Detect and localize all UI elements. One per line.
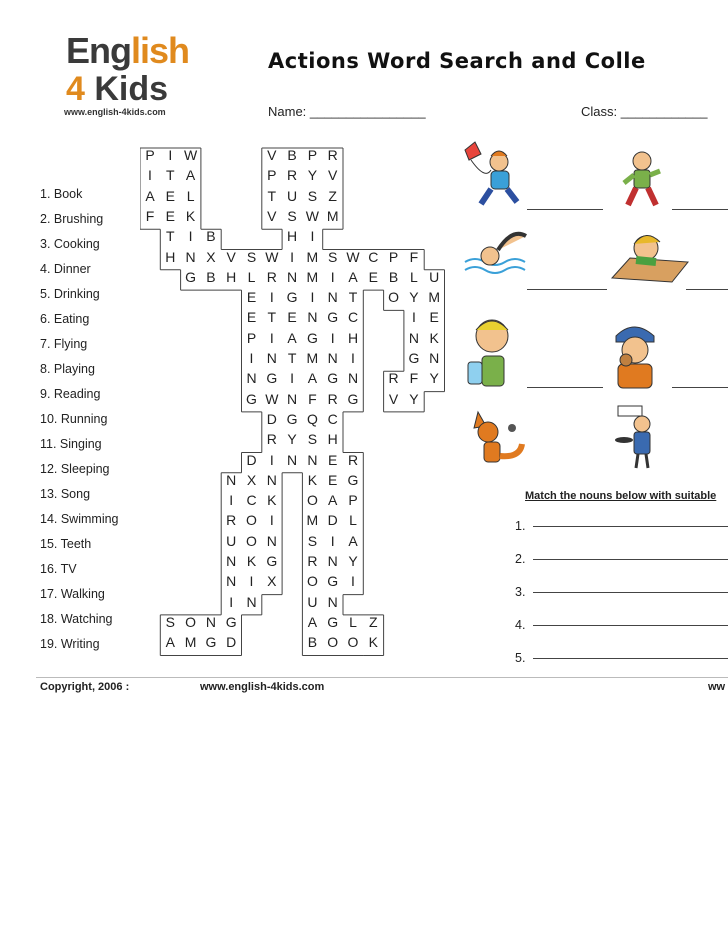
grid-letter: F: [409, 248, 419, 265]
logo-url: www.english-4kids.com: [64, 107, 166, 117]
word-list-item: 8. Playing: [40, 362, 95, 376]
grid-letter: V: [267, 207, 277, 224]
grid-letter: I: [290, 248, 295, 265]
grid-letter: E: [328, 471, 338, 488]
grid-letter: G: [246, 390, 257, 407]
match-answer-line[interactable]: [533, 526, 728, 527]
grid-letter: B: [206, 228, 216, 245]
grid-letter: N: [408, 329, 419, 346]
grid-letter: G: [205, 634, 217, 651]
grid-letter: S: [307, 532, 318, 549]
grid-letter: Y: [409, 289, 419, 306]
grid-letter: T: [348, 289, 358, 306]
grid-letter: X: [246, 471, 257, 488]
word-list-item: 2. Brushing: [40, 212, 104, 226]
grid-letter: I: [290, 370, 295, 387]
grid-letter: E: [165, 187, 175, 204]
grid-letter: V: [388, 390, 399, 407]
grid-letter: O: [246, 512, 257, 529]
grid-letter: C: [246, 492, 257, 509]
grid-letter: X: [206, 248, 216, 265]
grid-letter: O: [185, 613, 197, 630]
grid-letter: W: [346, 248, 360, 265]
grid-letter: R: [388, 370, 399, 387]
grid-letter: F: [308, 390, 317, 407]
grid-letter: I: [168, 147, 173, 163]
grid-letter: G: [408, 350, 420, 366]
grid-letter: X: [267, 573, 277, 590]
grid-letter: G: [286, 410, 298, 427]
match-answer-line[interactable]: [533, 559, 728, 560]
grid-letter: A: [287, 329, 297, 346]
grid-letter: E: [287, 309, 297, 326]
grid-letter: M: [306, 248, 319, 265]
word-list-item: 3. Cooking: [40, 237, 100, 251]
word-list-item: 19. Writing: [40, 637, 100, 651]
grid-letter: R: [327, 147, 338, 163]
grid-letter: B: [206, 268, 216, 285]
grid-letter: S: [307, 431, 318, 448]
answer-blank-5[interactable]: [527, 386, 603, 388]
singing-fox-picture: [468, 406, 528, 475]
grid-letter: H: [287, 228, 298, 245]
grid-letter: A: [307, 370, 318, 387]
grid-letter: N: [327, 553, 338, 569]
writing-girl-picture: [610, 228, 690, 289]
grid-letter: N: [185, 248, 196, 265]
word-list-item: 4. Dinner: [40, 262, 91, 276]
eating-boy-picture: [600, 318, 670, 397]
grid-letter: K: [307, 471, 318, 488]
match-answer-row[interactable]: [515, 651, 728, 665]
grid-letter: E: [246, 309, 257, 326]
grid-letter: N: [266, 532, 277, 549]
grid-letter: A: [165, 634, 175, 651]
grid-letter: D: [226, 634, 237, 651]
grid-letter: S: [287, 207, 297, 224]
grid-letter: I: [249, 350, 254, 366]
grid-letter: Y: [409, 390, 419, 407]
match-title: Match the nouns below with suitable: [525, 490, 717, 502]
grid-letter: I: [229, 492, 234, 509]
grid-letter: N: [226, 553, 237, 569]
grid-letter: G: [327, 613, 339, 630]
grid-letter: Y: [429, 370, 439, 387]
grid-letter: V: [328, 167, 338, 184]
grid-letter: I: [411, 309, 416, 326]
answer-blank-3[interactable]: [527, 288, 607, 290]
grid-letter: W: [265, 390, 279, 407]
grid-letter: A: [185, 167, 196, 184]
grid-letter: L: [247, 268, 256, 285]
grid-letter: E: [368, 268, 378, 285]
grid-letter: D: [246, 451, 257, 468]
grid-letter: T: [166, 228, 175, 245]
grid-letter: I: [269, 289, 274, 306]
grid-letter: E: [328, 451, 338, 468]
grid-letter: D: [266, 410, 277, 427]
grid-letter: C: [368, 248, 379, 265]
logo-kids-text: Kids: [94, 70, 169, 108]
grid-letter: N: [266, 471, 277, 488]
grid-letter: Y: [307, 167, 318, 184]
grid-letter: A: [348, 268, 358, 285]
word-list-item: 16. TV: [40, 562, 77, 576]
grid-letter: V: [267, 147, 277, 163]
grid-letter: U: [429, 268, 440, 285]
walking-man-picture: [612, 147, 672, 214]
grid-letter: C: [347, 309, 359, 326]
grid-letter: N: [307, 309, 318, 326]
footer-right-url: ww: [708, 681, 726, 693]
grid-letter: I: [148, 167, 152, 184]
grid-letter: I: [269, 512, 274, 529]
logo-eng-text: Eng: [66, 30, 131, 71]
grid-letter: Z: [369, 613, 378, 630]
match-number: 3.: [515, 585, 526, 599]
logo-lish-text: lish: [131, 30, 190, 71]
grid-letter: P: [246, 329, 257, 346]
grid-letter: I: [330, 268, 335, 285]
grid-letter: E: [429, 309, 439, 326]
grid-letter: R: [347, 451, 359, 468]
grid-letter: W: [265, 248, 279, 265]
grid-letter: A: [145, 187, 155, 204]
grid-letter: R: [307, 553, 318, 569]
grid-letter: N: [205, 613, 216, 630]
word-list-item: 11. Singing: [40, 437, 102, 451]
grid-letter: P: [307, 147, 318, 163]
grid-letter: N: [287, 268, 298, 285]
grid-letter: O: [246, 532, 257, 549]
word-list-item: 14. Swimming: [40, 512, 119, 526]
match-answer-row[interactable]: [515, 618, 728, 632]
grid-letter: I: [229, 593, 234, 610]
word-list-item: 1. Book: [40, 187, 83, 201]
grid-letter: I: [188, 228, 193, 245]
grid-letter: T: [267, 309, 277, 326]
page-title: Actions Word Search and Colle: [268, 49, 646, 73]
cooking-man-picture: [612, 404, 662, 475]
grid-letter: L: [186, 187, 195, 204]
grid-letter: K: [246, 553, 257, 569]
grid-letter: F: [409, 370, 419, 387]
match-answer-row[interactable]: [515, 552, 728, 566]
word-list-item: 18. Watching: [40, 612, 113, 626]
word-list-item: 13. Song: [40, 487, 91, 501]
grid-letter: N: [327, 593, 338, 610]
grid-letter: G: [327, 573, 339, 590]
grid-letter: N: [307, 451, 318, 468]
grid-letter: G: [266, 370, 278, 387]
grid-letter: S: [328, 248, 338, 265]
grid-letter: L: [349, 613, 357, 630]
grid-letter: F: [145, 207, 155, 224]
grid-letter: G: [327, 370, 339, 387]
grid-letter: R: [327, 390, 338, 407]
grid-letter: O: [306, 573, 318, 590]
grid-letter: R: [287, 167, 298, 184]
grid-letter: N: [246, 593, 257, 610]
grid-letter: L: [409, 268, 418, 285]
grid-letter: K: [185, 207, 196, 224]
grid-letter: T: [267, 187, 277, 204]
grid-letter: B: [287, 147, 297, 163]
grid-letter: M: [326, 207, 339, 224]
grid-letter: I: [249, 573, 254, 590]
grid-letter: G: [347, 390, 359, 407]
grid-letter: M: [306, 268, 319, 285]
grid-letter: S: [307, 187, 318, 204]
grid-letter: E: [165, 207, 175, 224]
grid-letter: T: [166, 167, 175, 184]
match-answer-line[interactable]: [533, 592, 728, 593]
grid-letter: P: [145, 147, 155, 163]
grid-letter: O: [306, 492, 318, 509]
match-answer-row[interactable]: [515, 585, 728, 599]
match-number: 1.: [515, 519, 526, 533]
grid-letter: M: [428, 289, 441, 306]
grid-letter: I: [351, 573, 355, 590]
grid-letter: U: [287, 187, 298, 204]
grid-letter: C: [327, 410, 338, 427]
match-answer-row[interactable]: [515, 519, 728, 533]
grid-letter: I: [330, 329, 335, 346]
grid-letter: U: [226, 532, 237, 549]
word-list-item: 5. Drinking: [40, 287, 100, 301]
logo-english: [66, 30, 189, 72]
grid-letter: Y: [348, 553, 358, 569]
footer-divider: [36, 677, 728, 678]
grid-letter: H: [226, 268, 237, 285]
grid-letter: M: [306, 512, 319, 529]
grid-letter: T: [287, 350, 297, 366]
grid-letter: Z: [328, 187, 337, 204]
word-search-grid: [140, 147, 460, 661]
logo-4kids: [66, 70, 168, 109]
footer-url[interactable]: www.english-4kids.com: [200, 681, 325, 693]
grid-letter: L: [349, 512, 357, 529]
grid-letter: K: [429, 329, 439, 346]
grid-letter: I: [310, 228, 315, 245]
grid-letter: U: [307, 593, 318, 610]
grid-letter: K: [267, 492, 277, 509]
name-field[interactable]: Name: ________________: [268, 104, 426, 119]
answer-blank-1[interactable]: [527, 208, 603, 210]
grid-letter: I: [330, 532, 335, 549]
match-number: 5.: [515, 651, 526, 665]
match-answer-line[interactable]: [533, 625, 728, 626]
match-answer-line[interactable]: [533, 658, 728, 659]
grid-letter: N: [347, 370, 359, 387]
grid-letter: N: [246, 370, 257, 387]
grid-letter: V: [226, 248, 236, 265]
grid-letter: A: [348, 532, 358, 549]
match-number: 4.: [515, 618, 526, 632]
grid-letter: R: [266, 268, 277, 285]
grid-letter: N: [327, 289, 338, 306]
grid-letter: N: [226, 471, 237, 488]
grid-letter: N: [429, 350, 440, 366]
grid-letter: O: [388, 289, 400, 306]
grid-letter: B: [388, 268, 399, 285]
grid-letter: N: [226, 573, 237, 590]
word-list-item: 15. Teeth: [40, 537, 92, 551]
answer-blank-6[interactable]: [672, 386, 728, 388]
grid-letter: O: [347, 634, 359, 651]
grid-letter: I: [351, 350, 355, 366]
grid-letter: S: [246, 248, 257, 265]
word-list-item: 7. Flying: [40, 337, 88, 351]
grid-letter: G: [286, 289, 298, 306]
grid-letter: W: [183, 147, 198, 163]
grid-letter: B: [307, 634, 318, 651]
grid-letter: H: [347, 329, 359, 346]
grid-letter: A: [328, 492, 338, 509]
kite-boy-picture: [455, 140, 525, 215]
grid-letter: A: [307, 613, 318, 630]
grid-letter: P: [348, 492, 358, 509]
grid-letter: N: [327, 350, 338, 366]
match-number: 2.: [515, 552, 526, 566]
grid-letter: S: [165, 613, 175, 630]
answer-blank-4[interactable]: [686, 288, 728, 290]
grid-letter: G: [306, 329, 318, 346]
grid-letter: Q: [306, 410, 318, 427]
grid-letter: N: [287, 451, 298, 468]
grid-letter: I: [269, 451, 274, 468]
word-list-item: 12. Sleeping: [40, 462, 110, 476]
answer-blank-2[interactable]: [672, 208, 728, 210]
grid-letter: M: [306, 350, 319, 366]
grid-letter: P: [267, 167, 277, 184]
word-list-item: 10. Running: [40, 412, 108, 426]
grid-letter: P: [388, 248, 399, 265]
grid-letter: H: [165, 248, 176, 265]
grid-letter: D: [327, 512, 338, 529]
grid-letter: O: [327, 634, 339, 651]
grid-letter: K: [368, 634, 378, 651]
grid-letter: I: [269, 329, 274, 346]
grid-letter: H: [327, 431, 338, 448]
grid-letter: N: [266, 350, 277, 366]
grid-letter: W: [305, 207, 319, 224]
grid-letter: G: [266, 553, 278, 569]
swimmer-picture: [460, 222, 530, 285]
grid-letter: Y: [287, 431, 297, 448]
logo-four: 4: [66, 70, 85, 108]
grid-letter: I: [310, 289, 315, 306]
word-list-item: 6. Eating: [40, 312, 90, 326]
grid-letter: G: [347, 471, 359, 488]
class-field[interactable]: Class: ____________: [581, 104, 708, 119]
grid-letter: N: [287, 390, 298, 407]
grid-letter: G: [225, 613, 237, 630]
grid-letter: G: [185, 268, 197, 285]
grid-letter: G: [327, 309, 339, 326]
word-list-item: 17. Walking: [40, 587, 105, 601]
grid-letter: M: [184, 634, 197, 651]
word-list-item: 9. Reading: [40, 387, 101, 401]
grid-letter: R: [266, 431, 277, 448]
drinking-boy-picture: [462, 312, 522, 397]
footer-copyright: Copyright, 2006 :: [40, 681, 130, 693]
grid-letter: E: [246, 289, 257, 306]
grid-letter: R: [226, 512, 237, 529]
